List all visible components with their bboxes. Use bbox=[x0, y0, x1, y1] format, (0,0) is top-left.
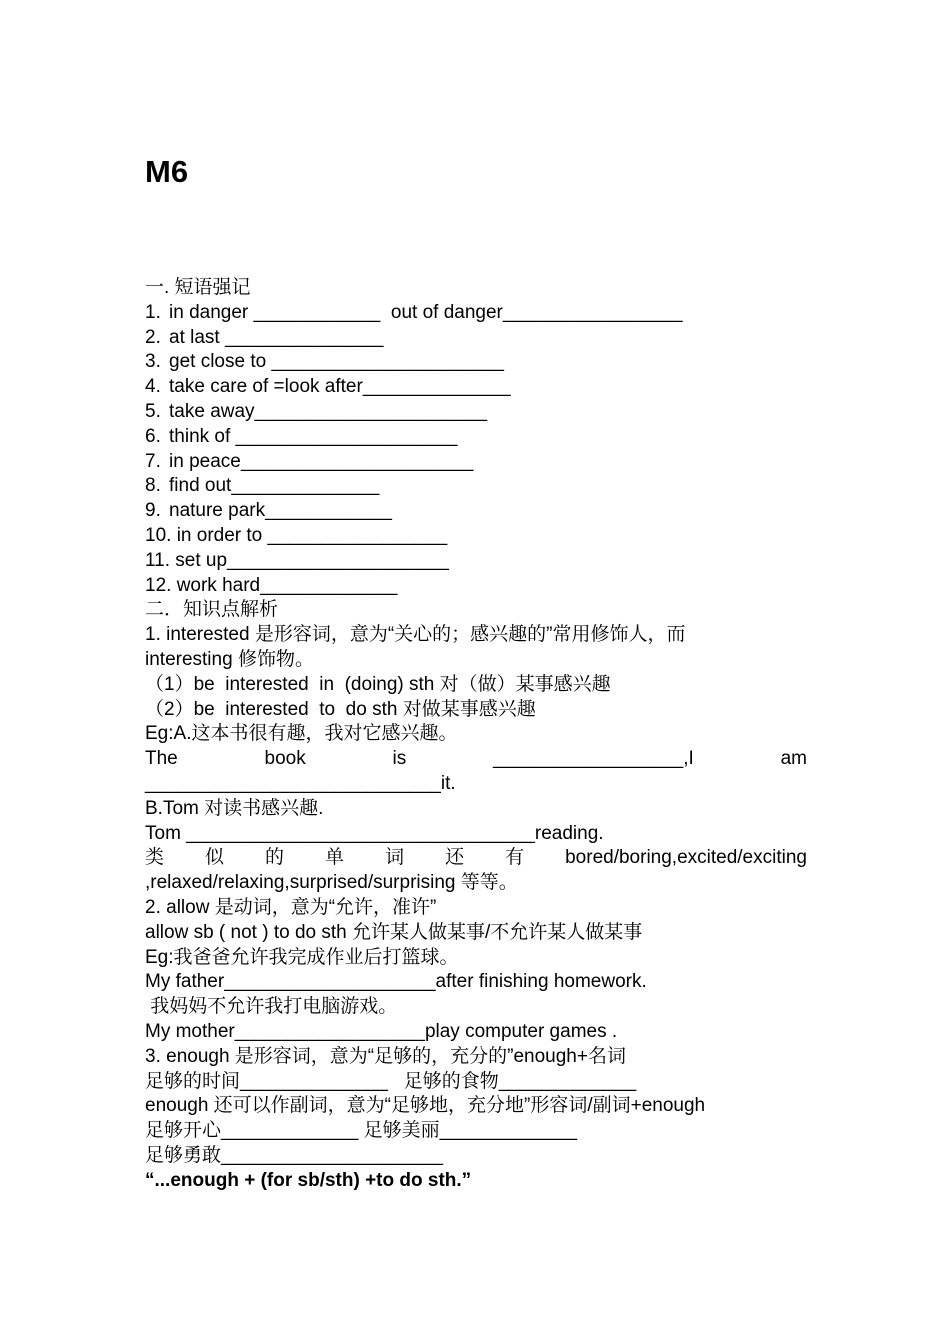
phrase-text: in danger bbox=[169, 301, 254, 323]
phrase-text: 11. set up bbox=[145, 549, 228, 571]
phrase-item-4 bbox=[145, 375, 807, 400]
item-number: 6. bbox=[145, 425, 161, 447]
example-word: am bbox=[780, 748, 807, 770]
item-number: 2. bbox=[145, 326, 161, 348]
phrase-item-2 bbox=[145, 326, 807, 351]
usage-interested-to: （2）be interested to do sth 对做某事感兴趣 bbox=[145, 698, 536, 720]
example-b-line: Tom _________________________________reading. bbox=[145, 822, 604, 844]
allow-example-line: My father____________________after finishing homework. bbox=[145, 971, 647, 993]
answer-blank: _____________________ bbox=[235, 425, 458, 447]
paragraph-interested-line2: interesting 修饰物。 bbox=[145, 648, 314, 670]
page-title: M6 bbox=[145, 154, 189, 189]
phrase-text-2: out of danger bbox=[380, 301, 503, 323]
phrase-text: in peace bbox=[169, 450, 241, 472]
phrase-item-7 bbox=[145, 450, 807, 475]
example-word: is bbox=[392, 748, 407, 770]
paragraph-enough-line2: enough 还可以作副词，意为“足够地，充分地”形容词/副词+enough bbox=[145, 1095, 706, 1117]
enough-pattern: “...enough + (for sb/sth) +to do sth.” bbox=[145, 1169, 472, 1191]
example-word: The bbox=[145, 748, 178, 770]
item-number: 5. bbox=[145, 400, 161, 422]
phrase-text: take care of =look after bbox=[169, 376, 363, 398]
usage-interested-in: （1）be interested in (doing) sth 对（做）某事感兴趣 bbox=[145, 673, 611, 695]
paragraph-allow-line1: 2. allow 是动词，意为“允许，准许” bbox=[145, 896, 437, 918]
phrase-text: think of bbox=[169, 425, 236, 447]
example-a-prompt: Eg:A.这本书很有趣，我对它感兴趣。 bbox=[145, 723, 458, 745]
answer-blank: _______________ bbox=[224, 326, 384, 348]
allow-example2-line: My mother__________________play computer games . bbox=[145, 1020, 618, 1042]
answer-blank: _____________ bbox=[260, 574, 398, 596]
answer-blank: ______________________ bbox=[254, 400, 488, 422]
allow-example-prompt: Eg:我爸爸允许我完成作业后打篮球。 bbox=[145, 946, 459, 968]
phrase-item-11 bbox=[145, 549, 807, 574]
similar-char: 类 bbox=[145, 847, 165, 869]
answer-blank: _________________ bbox=[267, 524, 448, 546]
enough-exercise-line3: 足够勇敢_____________________ bbox=[145, 1144, 443, 1166]
answer-blank: ____________ bbox=[265, 500, 392, 522]
phrase-item-10 bbox=[145, 524, 807, 549]
phrase-item-9 bbox=[145, 499, 807, 524]
phrase-text: take away bbox=[169, 400, 255, 422]
phrase-text: at last bbox=[169, 326, 225, 348]
phrase-text: 12. work hard bbox=[145, 574, 261, 596]
similar-char: 似 bbox=[205, 847, 225, 869]
section-heading-knowledge: 二．知识点解析 bbox=[145, 599, 279, 621]
similar-char: 有 bbox=[505, 847, 525, 869]
example-word: book bbox=[264, 748, 306, 770]
example-b-prompt: B.Tom 对读书感兴趣. bbox=[145, 797, 324, 819]
answer-blank: ______________________ bbox=[240, 450, 474, 472]
phrase-item-1 bbox=[145, 301, 807, 326]
phrase-item-8 bbox=[145, 474, 807, 499]
item-number: 8. bbox=[145, 475, 161, 497]
answer-blank: ______________________ bbox=[271, 351, 504, 373]
answer-blank: __________________,I bbox=[493, 748, 694, 770]
enough-exercise-line1: 足够的时间______________ 足够的食物_____________ bbox=[145, 1070, 637, 1092]
answer-blank: ______________ bbox=[231, 475, 380, 497]
phrase-text: 10. in order to bbox=[145, 524, 268, 546]
item-number: 4. bbox=[145, 376, 161, 398]
answer-blank: _____________________ bbox=[227, 549, 449, 571]
paragraph-allow-line2: allow sb ( not ) to do sth 允许某人做某事/不允许某人做某事 bbox=[145, 921, 643, 943]
document-body bbox=[145, 276, 807, 1193]
phrase-text: find out bbox=[169, 475, 232, 497]
example-a-line2: ____________________________it. bbox=[145, 772, 456, 794]
item-number: 3. bbox=[145, 351, 161, 373]
similar-char: 还 bbox=[445, 847, 465, 869]
similar-words-line2: ,relaxed/relaxing,surprised/surprising 等等。 bbox=[145, 872, 518, 894]
enough-exercise-line2: 足够开心_____________ 足够美丽_____________ bbox=[145, 1120, 578, 1142]
paragraph-text: 1. interested 是形容词，意为“关心的；感兴趣的”常用修饰人，而 bbox=[145, 624, 686, 646]
item-number: 7. bbox=[145, 450, 161, 472]
phrase-item-3 bbox=[145, 350, 807, 375]
similar-char: 单 bbox=[325, 847, 345, 869]
phrase-text: nature park bbox=[169, 500, 266, 522]
example-a-line1 bbox=[145, 747, 807, 772]
phrase-text: get close to bbox=[169, 351, 272, 373]
paragraph-enough-line1: 3. enough 是形容词，意为“足够的，充分的”enough+名词 bbox=[145, 1045, 626, 1067]
phrase-item-6 bbox=[145, 425, 807, 450]
phrase-item-12 bbox=[145, 574, 807, 599]
allow-example2-prompt: 我妈妈不允许我打电脑游戏。 bbox=[145, 996, 398, 1018]
similar-char: 的 bbox=[265, 847, 285, 869]
phrase-item-5 bbox=[145, 400, 807, 425]
answer-blank-2: _________________ bbox=[502, 301, 683, 323]
answer-blank: ______________ bbox=[362, 376, 511, 398]
similar-words-line1 bbox=[145, 846, 807, 871]
section-heading-phrases: 一. 短语强记 bbox=[145, 277, 251, 298]
similar-char: 词 bbox=[385, 847, 405, 869]
similar-word-list: bored/boring,excited/exciting bbox=[565, 847, 807, 869]
item-number: 9. bbox=[145, 500, 161, 522]
answer-blank: ____________ bbox=[253, 301, 381, 323]
item-number: 1. bbox=[145, 301, 161, 323]
paragraph-interested-line1 bbox=[145, 623, 807, 648]
